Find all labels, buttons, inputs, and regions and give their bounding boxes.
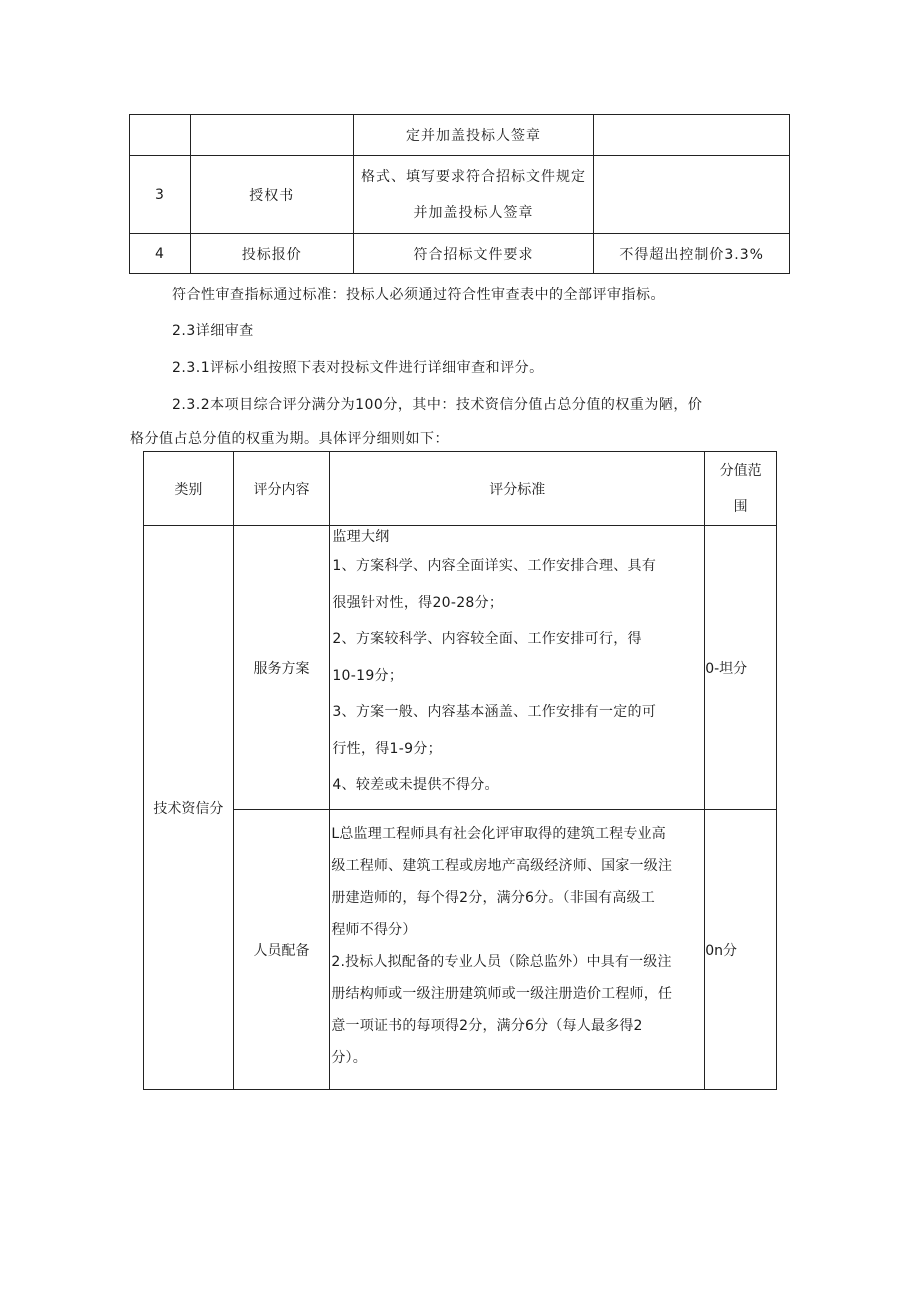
- pass-standard-text: 符合性审查指标通过标准：投标人必须通过符合性审查表中的全部评审指标。: [172, 287, 665, 303]
- review-note: [594, 156, 790, 234]
- row-number: 4: [130, 234, 191, 274]
- paragraph-2-3-2-continued: 格分值占总分值的权重为期。具体评分细则如下：: [130, 431, 449, 447]
- section-title: 2.3详细审查: [172, 323, 254, 339]
- scoring-range: 0n分: [705, 810, 777, 1090]
- review-note: 不得超出控制价3.3%: [594, 234, 790, 274]
- scoring-range: 0-坦分: [705, 526, 777, 810]
- table-header-row: [144, 452, 777, 526]
- header-category: 类别: [144, 452, 234, 526]
- paragraph-2-3-1: 2.3.1评标小组按照下表对投标文件进行详细审查和评分。: [172, 360, 544, 376]
- scoring-content: 人员配备: [233, 810, 330, 1090]
- table-row: [130, 234, 790, 274]
- row-number: [130, 115, 191, 156]
- scoring-standard: L总监理工程师具有社会化评审取得的建筑工程专业高 级工程师、建筑工程或房地产高级经济师、国家一级注 册建造师的，每个得2分，满分6分。（非国有高级工 程师不得分） 2.投标人拟配备的专业人员（除总监外）中具有一级注 册结构师或一级注册建筑师或一级注册造价工程师，任 意一项证书的每项得2分，满分6分（每人最多得2 分）。: [330, 810, 705, 1090]
- review-criteria: 定并加盖投标人签章: [353, 115, 594, 156]
- review-item: 授权书: [190, 156, 353, 234]
- header-standard: 评分标准: [330, 452, 705, 526]
- table-row: [130, 115, 790, 156]
- scoring-table: [143, 451, 777, 1090]
- table-row: [144, 526, 777, 810]
- review-criteria: 格式、填写要求符合招标文件规定 并加盖投标人签章: [353, 156, 594, 234]
- review-item: 投标报价: [190, 234, 353, 274]
- review-criteria: 符合招标文件要求: [353, 234, 594, 274]
- review-note: [594, 115, 790, 156]
- row-number: 3: [130, 156, 191, 234]
- review-item: [190, 115, 353, 156]
- header-content: 评分内容: [233, 452, 330, 526]
- scoring-standard: 监理大纲 1、方案科学、内容全面详实、工作安排合理、具有 很强针对性，得20-28分； 2、方案较科学、内容较全面、工作安排可行，得 10-19分； 3、方案一般、内容基本涵盖、工作安排有一定的可 行性，得1-9分； 4、较差或未提供不得分。: [330, 526, 705, 810]
- compliance-table: [129, 114, 790, 274]
- paragraph-2-3-2: 2.3.2本项目综合评分满分为100分，其中：技术资信分值占总分值的权重为陋，价: [172, 397, 703, 413]
- scoring-content: 服务方案: [233, 526, 330, 810]
- table-row: [144, 810, 777, 1090]
- header-range: 分值范 围: [705, 452, 777, 526]
- table-row: [130, 156, 790, 234]
- category-cell: 技术资信分: [144, 526, 234, 1090]
